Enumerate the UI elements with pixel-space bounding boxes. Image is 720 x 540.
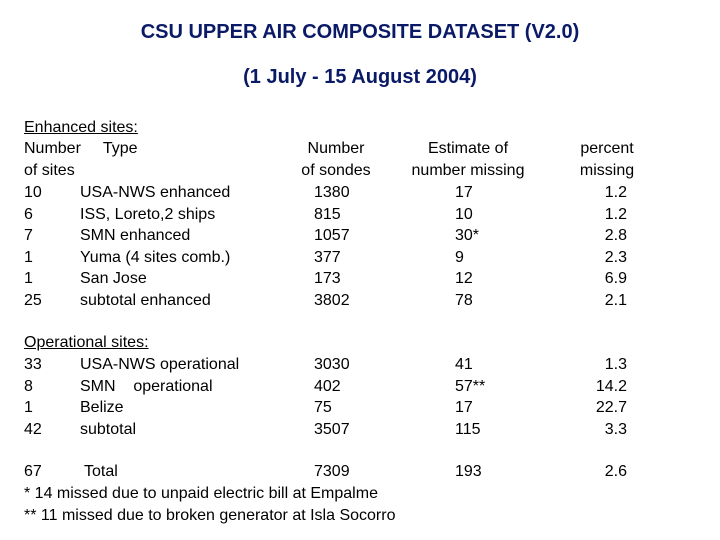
percent-missing: 1.2 (604, 184, 627, 201)
operational-sites-heading: Operational sites: (24, 334, 149, 351)
percent-missing: 6.9 (604, 270, 627, 288)
site-count: 42 (24, 420, 42, 438)
site-count: 1 (24, 248, 33, 266)
site-count: 1 (24, 399, 33, 417)
missing-count: 78 (455, 292, 473, 309)
site-type: subtotal enhanced (80, 292, 211, 309)
percent-missing: 14.2 (595, 377, 627, 395)
site-count: 6 (24, 205, 33, 223)
percent-missing: 2.1 (604, 292, 627, 309)
sondes-count: 815 (314, 205, 341, 223)
missing-count: 9 (455, 248, 464, 266)
header-sondes-line1: Number (307, 140, 365, 157)
sondes-count: 1380 (314, 184, 350, 201)
footnote-1: * 14 missed due to unpaid electric bill at Empalme (24, 485, 378, 502)
site-type: USA-NWS enhanced (80, 184, 231, 201)
site-type: SMN enhanced (80, 227, 191, 245)
site-type: USA-NWS operational (80, 356, 240, 373)
total-count: 67 (24, 463, 42, 480)
missing-count: 12 (455, 270, 473, 288)
site-count: 25 (24, 292, 42, 309)
site-count: 7 (24, 227, 33, 245)
sondes-count: 75 (314, 399, 332, 417)
header-percent-line2: missing (579, 162, 635, 179)
site-type: San Jose (80, 270, 147, 288)
site-count: 1 (24, 270, 33, 288)
total-label: Total (84, 463, 118, 480)
total-sondes: 7309 (314, 463, 350, 480)
sondes-count: 402 (314, 377, 341, 395)
sondes-count: 1057 (314, 227, 350, 245)
missing-count: 17 (455, 184, 473, 201)
percent-missing: 1.2 (604, 205, 627, 223)
missing-count: 17 (455, 399, 473, 417)
header-missing-line2: number missing (411, 162, 525, 179)
header-missing-line1: Estimate of (427, 140, 509, 157)
site-type: ISS, Loreto,2 ships (80, 205, 216, 223)
total-percent: 2.6 (604, 463, 627, 480)
sondes-count: 3802 (314, 292, 350, 309)
page-title: CSU UPPER AIR COMPOSITE DATASET (V2.0) (140, 21, 580, 43)
site-count: 33 (24, 356, 42, 373)
footnote-2: ** 11 missed due to broken generator at Isla Socorro (24, 507, 396, 524)
percent-missing: 1.3 (604, 356, 627, 373)
site-count: 8 (24, 377, 33, 395)
missing-count: 115 (455, 420, 481, 438)
site-type: Belize (80, 399, 124, 417)
percent-missing: 2.3 (604, 248, 627, 266)
percent-missing: 2.8 (604, 227, 627, 245)
sondes-count: 377 (314, 248, 341, 266)
page-subtitle: (1 July - 15 August 2004) (243, 66, 477, 88)
missing-count: 41 (455, 356, 473, 373)
header-sondes-line2: of sondes (301, 162, 371, 179)
percent-missing: 3.3 (604, 420, 627, 438)
header-of-sites: of sites (24, 162, 75, 179)
header-percent-line1: percent (580, 140, 634, 157)
sondes-count: 173 (314, 270, 341, 288)
missing-count: 30* (455, 227, 480, 245)
site-type: SMN operational (80, 377, 213, 395)
header-number-type: Number Type (24, 140, 138, 157)
enhanced-sites-heading: Enhanced sites: (24, 119, 138, 136)
total-missing: 193 (455, 463, 482, 480)
site-type: subtotal (80, 420, 137, 438)
percent-missing: 22.7 (595, 399, 627, 417)
site-type: Yuma (4 sites comb.) (80, 248, 231, 266)
site-count: 10 (24, 184, 42, 201)
sondes-count: 3030 (314, 356, 350, 373)
sondes-count: 3507 (314, 420, 350, 438)
missing-count: 57** (455, 377, 486, 395)
missing-count: 10 (455, 205, 473, 223)
